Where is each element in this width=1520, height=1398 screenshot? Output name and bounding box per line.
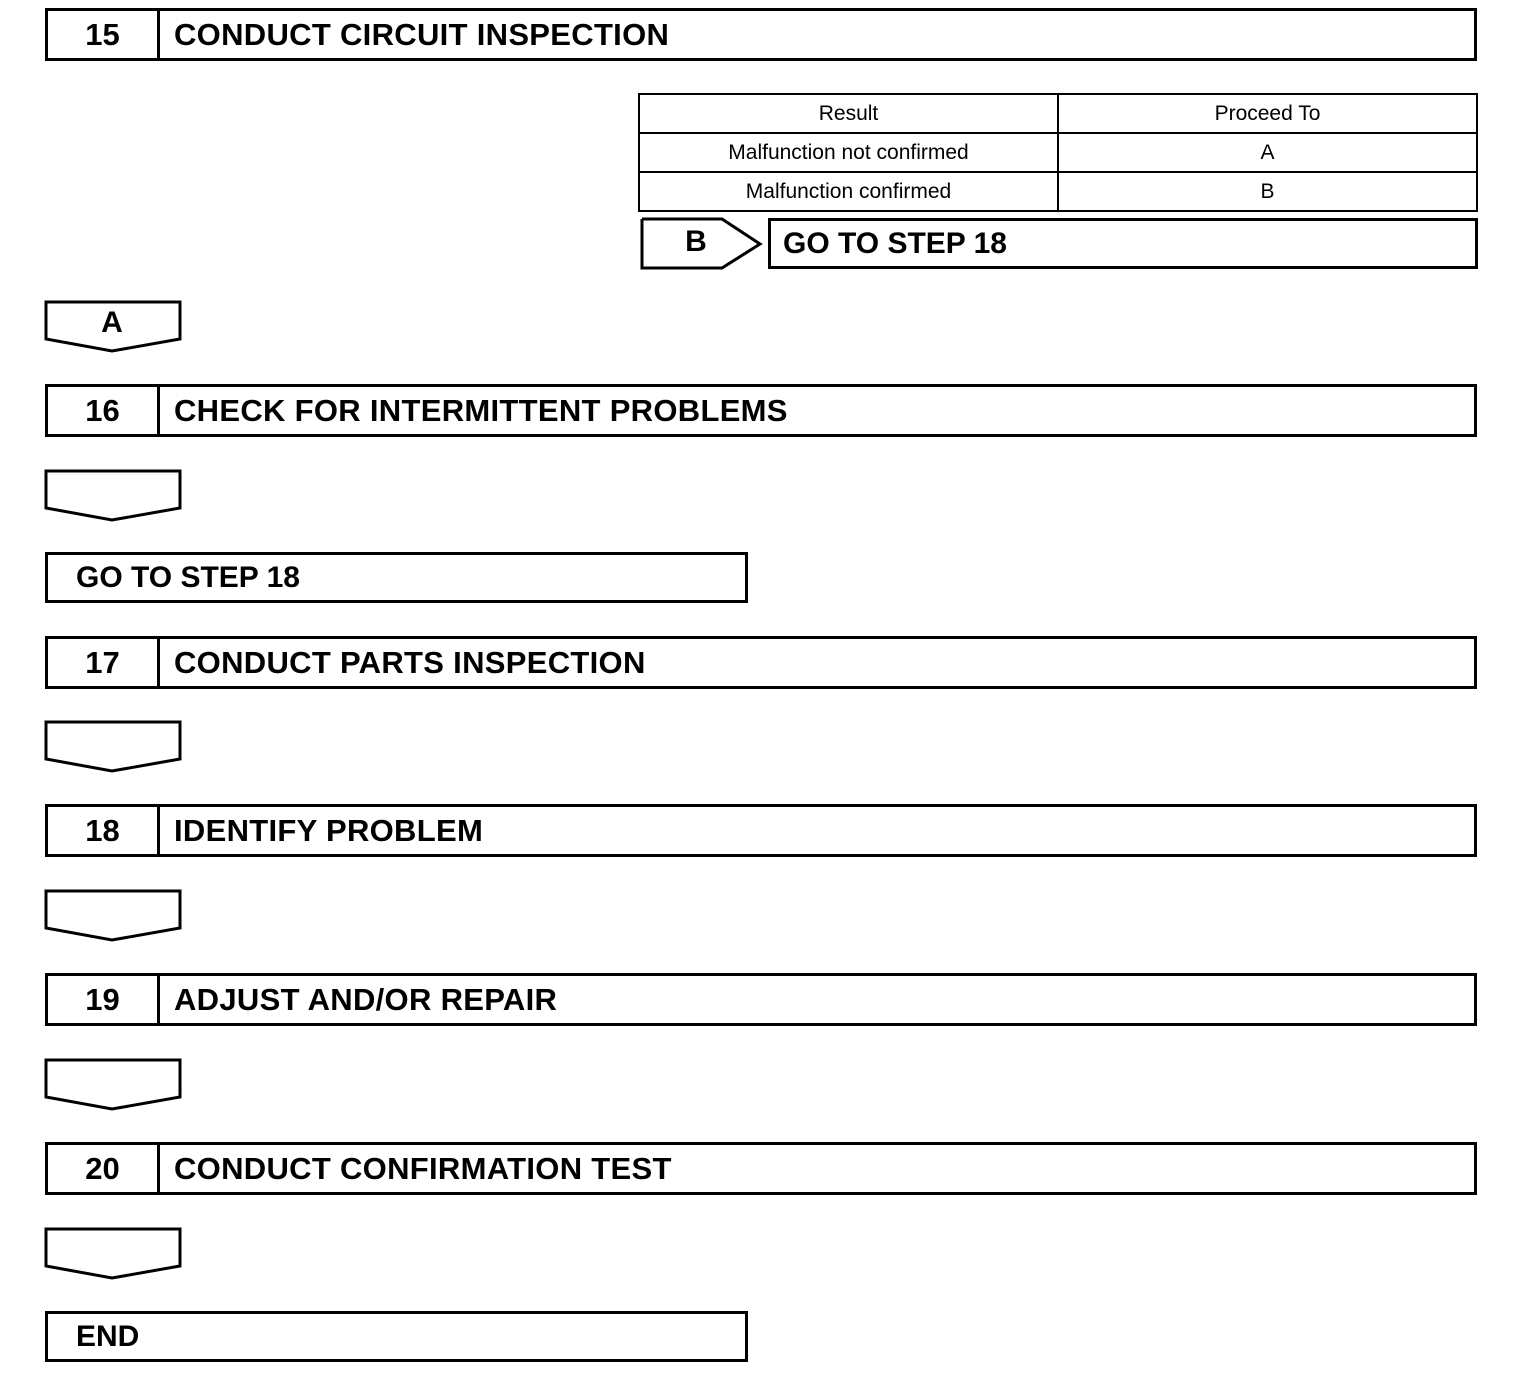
step-19 — [45, 973, 1477, 1026]
step-15 — [45, 8, 1477, 61]
table-header-row — [639, 94, 1477, 133]
down-arrow-shape — [44, 1227, 184, 1283]
header-proceed-to: Proceed To — [1058, 94, 1477, 133]
step-title: CONDUCT CONFIRMATION TEST — [174, 1150, 672, 1186]
step-18 — [45, 804, 1477, 857]
down-arrow — [44, 1058, 182, 1110]
step-title: CONDUCT CIRCUIT INSPECTION — [174, 16, 670, 52]
result-table — [638, 93, 1478, 212]
proceed-cell: A — [1058, 133, 1477, 172]
goto-step-18-box: GO TO STEP 18 — [45, 552, 748, 603]
down-arrow-shape — [44, 720, 184, 776]
branch-b-label: B — [685, 225, 707, 258]
header-result: Result — [639, 94, 1058, 133]
step-title: ADJUST AND/OR REPAIR — [174, 981, 558, 1017]
down-arrow-shape — [44, 889, 184, 945]
step-16 — [45, 384, 1477, 437]
step-title: IDENTIFY PROBLEM — [174, 812, 484, 848]
end-box: END — [45, 1311, 748, 1362]
down-arrow — [44, 1227, 182, 1279]
step-number: 15 — [48, 11, 160, 58]
step-number: 20 — [48, 1145, 160, 1192]
down-arrow-shape — [44, 469, 184, 525]
step-20 — [45, 1142, 1477, 1195]
result-cell: Malfunction confirmed — [639, 172, 1058, 211]
result-cell: Malfunction not confirmed — [639, 133, 1058, 172]
down-arrow — [44, 889, 182, 941]
branch-b-goto: GO TO STEP 18 — [768, 218, 1478, 269]
step-title: CHECK FOR INTERMITTENT PROBLEMS — [174, 392, 788, 428]
step-title: CONDUCT PARTS INSPECTION — [174, 644, 646, 680]
table-row — [639, 172, 1477, 211]
step-number: 16 — [48, 387, 160, 434]
step-17 — [45, 636, 1477, 689]
step-number: 17 — [48, 639, 160, 686]
down-arrow-shape — [44, 1058, 184, 1114]
branch-b — [640, 217, 1478, 269]
branch-a-label: A — [101, 306, 123, 339]
table-row — [639, 133, 1477, 172]
down-arrow — [44, 469, 182, 521]
step-number: 18 — [48, 807, 160, 854]
proceed-cell: B — [1058, 172, 1477, 211]
branch-a-arrow — [44, 300, 182, 352]
down-arrow — [44, 720, 182, 772]
step-number: 19 — [48, 976, 160, 1023]
